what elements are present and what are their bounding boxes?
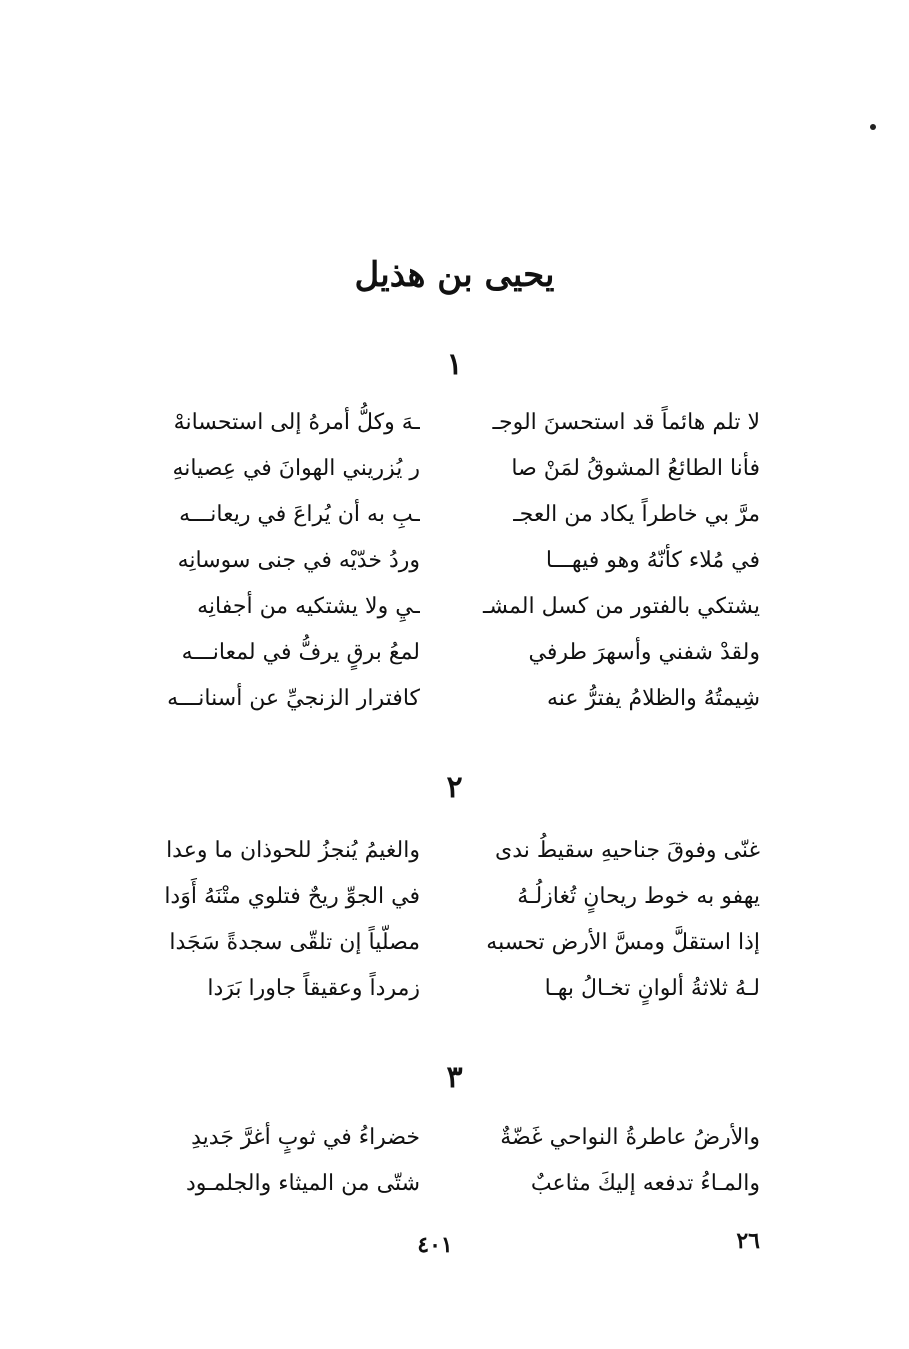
verse-first-hemistich: والمـاءُ تدفعه إليكَ مثاعبٌ xyxy=(530,1171,760,1196)
verse-line xyxy=(110,538,760,584)
ink-speck-mark xyxy=(870,124,876,130)
verse-second-hemistich: زمرداً وعقيقاً جاورا بَرَدا xyxy=(207,976,420,1001)
poem-section-1 xyxy=(110,400,760,722)
poem-section-3 xyxy=(110,1115,760,1207)
verse-second-hemistich: كافترار الزنجيِّ عن أسنانـــه xyxy=(167,686,420,711)
verse-line xyxy=(110,920,760,966)
verse-second-hemistich: والغيمُ يُنجزُ للحوذان ما وعدا xyxy=(166,838,420,863)
section-number-3: ٣ xyxy=(446,1060,463,1095)
verse-first-hemistich: إذا استقلَّ ومسَّ الأرض تحسبه xyxy=(486,930,760,955)
verse-second-hemistich: ـيِ ولا يشتكيه من أجفانِه xyxy=(197,594,420,619)
page-number: ٤٠١ xyxy=(417,1232,453,1258)
verse-first-hemistich: لـهُ ثلاثةُ ألوانٍ تخـالُ بهـا xyxy=(544,976,760,1001)
verse-first-hemistich: يشتكي بالفتور من كسل المشـ xyxy=(482,594,760,619)
section-number-1: ١ xyxy=(446,347,463,382)
verse-line xyxy=(110,400,760,446)
verse-line xyxy=(110,874,760,920)
verse-line xyxy=(110,584,760,630)
verse-second-hemistich: ـبِ به أن يُراعَ في ريعانـــه xyxy=(179,502,420,527)
verse-second-hemistich: وردُ خدّيْه في جنى سوسانِه xyxy=(177,548,420,573)
verse-first-hemistich: ولقدْ شفني وأسهرَ طرفي xyxy=(528,640,760,665)
page-footer xyxy=(110,1228,760,1258)
verse-first-hemistich: فأنا الطائعُ المشوقُ لمَنْ صا xyxy=(511,456,760,481)
verse-line xyxy=(110,630,760,676)
verse-first-hemistich: والأرضُ عاطرةُ النواحي غَضّةٌ xyxy=(500,1125,760,1150)
verse-first-hemistich: غنّى وفوقَ جناحيهِ سقيطُ ندى xyxy=(495,838,760,863)
section-page-number: ٢٦ xyxy=(736,1228,760,1254)
verse-second-hemistich: مصلّياً إن تلقّى سجدةً سَجَدا xyxy=(169,930,420,955)
verse-line xyxy=(110,492,760,538)
verse-first-hemistich: شِيمتُهُ والظلامُ يفترُّ عنه xyxy=(546,686,760,711)
verse-first-hemistich: مرَّ بي خاطراً يكاد من العجـ xyxy=(513,502,760,527)
verse-second-hemistich: شتّى من الميثاء والجلمـود xyxy=(185,1171,420,1196)
verse-first-hemistich: يهفو به خوط ريحانٍ تُغازلُـهُ xyxy=(517,884,760,909)
verse-second-hemistich: لمعُ برقٍ يرفُّ في لمعانـــه xyxy=(181,640,420,665)
verse-line xyxy=(110,446,760,492)
verse-first-hemistich: في مُلاء كأنّهُ وهو فيهـــا xyxy=(545,548,760,573)
poet-name-title: يحيى بن هذيل xyxy=(354,255,555,295)
verse-first-hemistich: لا تلم هائماً قد استحسنَ الوجـ xyxy=(492,410,760,435)
verse-second-hemistich: خضراءُ في ثوبٍ أغرَّ جَديدِ xyxy=(191,1125,420,1150)
poem-section-2 xyxy=(110,828,760,1012)
verse-line xyxy=(110,828,760,874)
verse-line xyxy=(110,1161,760,1207)
verse-second-hemistich: في الجوِّ ريحٌ فتلوي متْنَهُ أَوَدا xyxy=(164,884,420,909)
verse-line xyxy=(110,1115,760,1161)
section-number-2: ٢ xyxy=(446,770,463,805)
verse-line xyxy=(110,966,760,1012)
verse-line xyxy=(110,676,760,722)
verse-second-hemistich: ـهَ وكلُّ أمرهُ إلى استحسانهْ xyxy=(173,410,420,435)
verse-second-hemistich: ر يُزريني الهوانَ في عِصيانهِ xyxy=(172,456,420,481)
